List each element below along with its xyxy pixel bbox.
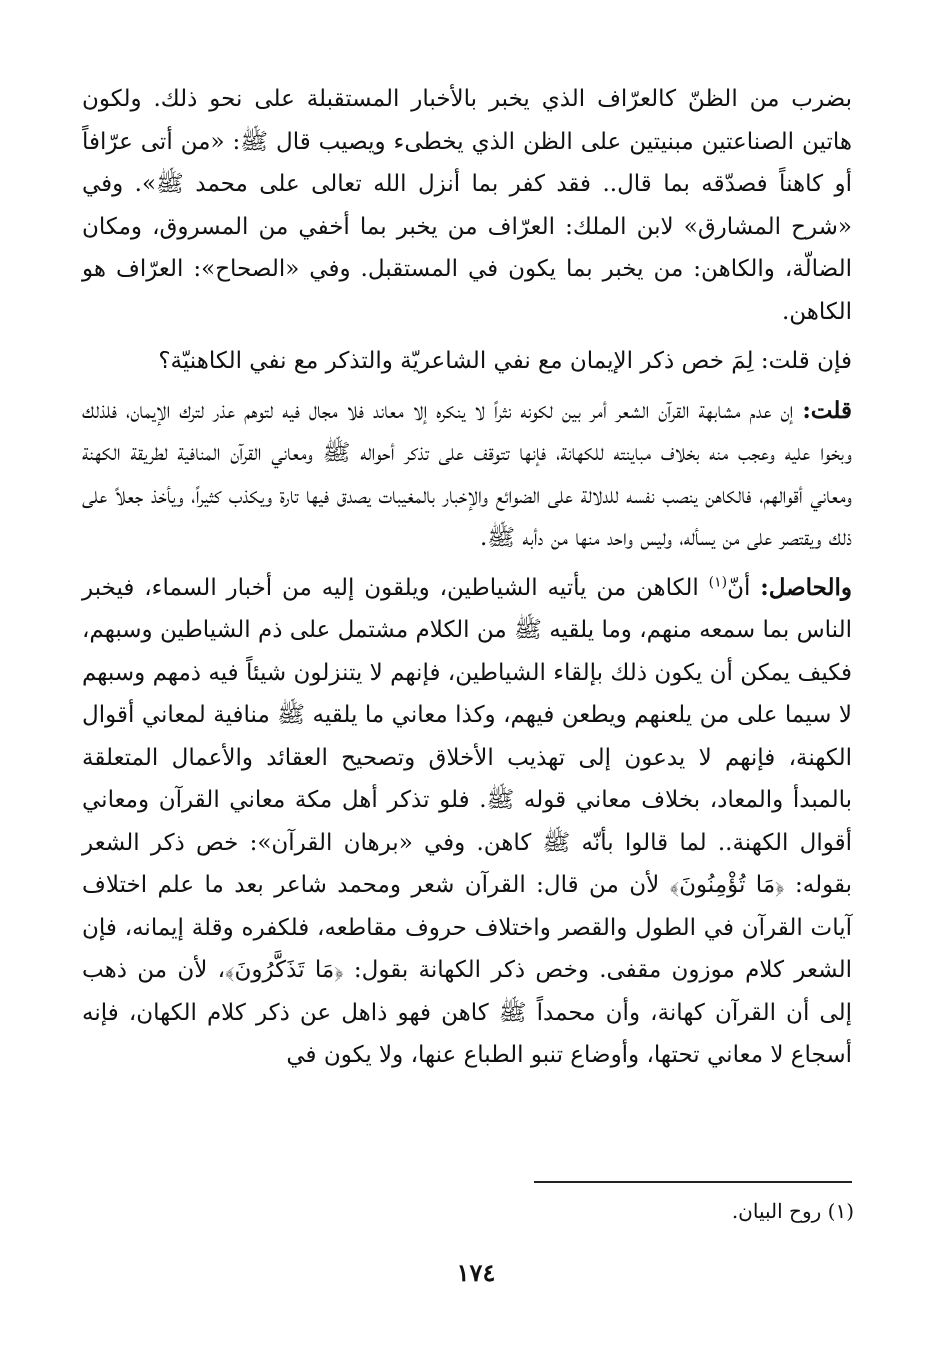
footnote-marker: (١): [827, 1199, 854, 1223]
page-body: [82, 78, 852, 1077]
paragraph-4-text-a: أنّ: [727, 574, 761, 601]
paragraph-1-text: بضرب من الظنّ كالعرّاف الذي يخبر بالأخبار المستقبلة على نحو ذلك. ولكون هاتين الصناعتين مبنيتين على الظن الذي يخطىء ويصيب قال ﷺ: «من أتى عرّافاً أو كاهناً فصدّقه بما قال.. فقد كفر بما أنزل الله تعالى على محمد ﷺ». وفي «شرح المشارق» لابن الملك: العرّاف من يخبر بما أخفي من المسروق، ومكان الضالّة، والكاهن: من يخبر بما يكون في المستقبل. وفي «الصحاح»: العرّاف هو الكاهن.: [82, 86, 852, 325]
footnote: [154, 1196, 854, 1226]
paragraph-1: [82, 78, 852, 333]
page-number: ١٧٤: [456, 1258, 496, 1287]
paragraph-3-text: إن عدم مشابهة القرآن الشعر أمر بين لكونه نثراً لا ينكره إلا معاند فلا مجال فيه لتوهم عذر لترك الإيمان، فلذلك وبخوا عليه وعجب منه بخلاف مباينته للكهانة، فإنها تتوقف على تذكر أحواله ﷺ ومعاني القرآن المنافية لطريقة الكهنة ومعاني أقوالهم، فالكاهن ينصب نفسه للدلالة على الضوائع والإخبار بالمغيبات يصدق فيها تارة ويكذب كثيراً، ويأخذ جعلاً على ذلك ويقتصر على من يسأله، وليس واحد منها من دأبه ﷺ.: [82, 397, 852, 551]
footnote-divider: [534, 1181, 852, 1183]
paragraph-4-text-b: الكاهن من يأتيه الشياطين، ويلقون إليه من أخبار السماء، فيخبر الناس بما سمعه منهم، وما يلقيه ﷺ من الكلام مشتمل على ذم الشياطين وسبهم، فكيف يمكن أن يكون ذلك بإلقاء الشياطين، فإنهم لا يتنزلون شيئاً فيه ذمهم وسبهم لا سيما على من يلعنهم ويطعن فيهم، وكذا معاني ما يلقيه ﷺ منافية لمعاني أقوال الكهنة، فإنهم لا يدعون إلى تهذيب الأخلاق وتصحيح العقائد والأعمال المتعلقة بالمبدأ والمعاد، بخلاف معاني قوله ﷺ. فلو تذكر أهل مكة معاني القرآن ومعاني أقوال الكهنة.. لما قالوا بأنّه ﷺ كاهن. وفي «برهان القرآن»: خص ذكر الشعر بقوله: ﴿مَا تُؤْمِنُونَ﴾ لأن من قال: القرآن شعر ومحمد شاعر بعد ما علم اختلاف آيات القرآن في الطول والقصر واختلاف حروف مقاطعه، فلكفره وقلة إيمانه، فإن الشعر كلام موزون مقفى. وخص ذكر الكهانة بقول: ﴿مَا تَذَكَّرُونَ﴾، لأن من ذهب إلى أن القرآن كهانة، وأن محمداً ﷺ كاهن فهو ذاهل عن ذكر كلام الكهان، فإنه أسجاع لا معاني تحتها، وأوضاع تنبو الطباع عنها، ولا يكون في: [82, 574, 853, 1068]
paragraph-2: [82, 340, 852, 383]
paragraph-4-lead: والحاصل:: [760, 573, 853, 601]
footnote-reference: (١): [708, 573, 728, 590]
footnote-text: روح البيان.: [731, 1199, 822, 1223]
paragraph-4: [82, 567, 852, 1077]
paragraph-3-lead: قلت:: [802, 396, 852, 424]
paragraph-2-text: فإن قلت: لِمَ خص ذكر الإيمان مع نفي الشاعريّة والتذكر مع نفي الكاهنيّة؟: [158, 348, 852, 374]
paragraph-3: [82, 390, 852, 560]
